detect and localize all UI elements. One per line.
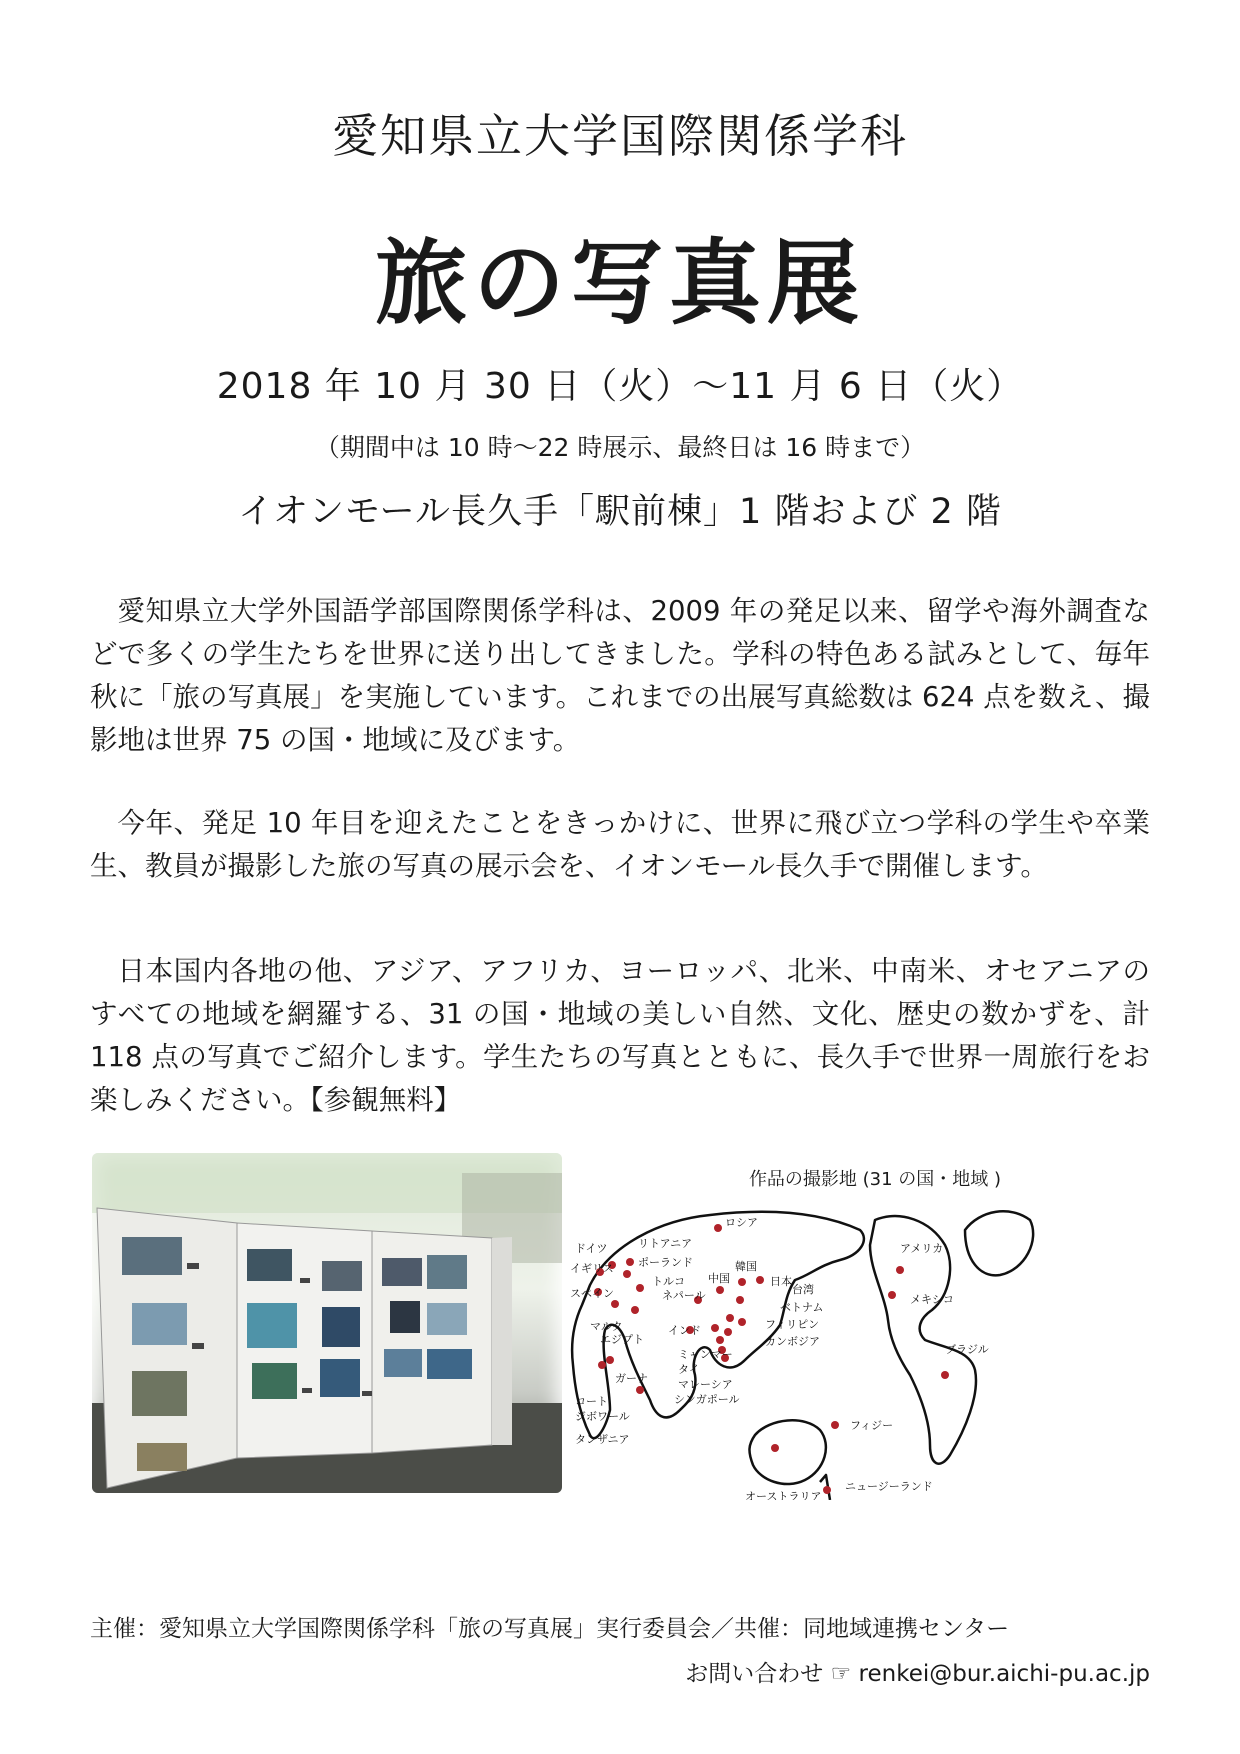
label-uk: イギリス <box>570 1262 614 1275</box>
dot-myanmar <box>711 1324 719 1332</box>
label-myanmar: ミャンマー <box>678 1348 733 1361</box>
label-india: インド <box>668 1324 701 1337</box>
label-spain: スペイン <box>570 1287 614 1300</box>
label-malta: マルタ <box>590 1320 623 1333</box>
exhibition-dates: 2018 年 10 月 30 日（火）～11 月 6 日（火） <box>216 366 1024 407</box>
map-labels <box>570 1216 989 1500</box>
dot-newzealand <box>823 1486 831 1494</box>
label-ghana: ガーナ <box>615 1372 648 1385</box>
dot-philippines <box>738 1318 746 1326</box>
label-australia: オーストラリア <box>745 1490 822 1500</box>
label-cote1: コート <box>575 1395 608 1408</box>
dot-korea <box>738 1278 746 1286</box>
label-newzealand: ニュージーランド <box>845 1480 933 1493</box>
dot-australia <box>771 1444 779 1452</box>
label-cambodia: カンボジア <box>765 1335 820 1348</box>
dot-mexico <box>888 1291 896 1299</box>
label-turkey: トルコ <box>652 1275 685 1288</box>
dot-brazil <box>941 1371 949 1379</box>
department-heading: 愛知県立大学国際関係学科 <box>332 109 908 163</box>
label-lithuania: リトアニア <box>638 1237 693 1250</box>
label-philippines: フィリピン <box>765 1318 820 1331</box>
dot-malta <box>611 1300 619 1308</box>
world-map <box>570 1200 1130 1500</box>
exhibition-venue: イオンモール長久手「駅前棟」1 階および 2 階 <box>238 492 1002 532</box>
contact-line: お問い合わせ ☞ renkei@bur.aichi-pu.ac.jp <box>685 1661 1150 1687</box>
exhibition-title: 旅の写真展 <box>374 230 865 337</box>
label-korea: 韓国 <box>735 1260 757 1273</box>
dot-lithuania <box>626 1258 634 1266</box>
label-cote2: ジボワール <box>575 1410 630 1423</box>
dot-fiji <box>831 1421 839 1429</box>
label-poland: ポーランド <box>638 1256 693 1269</box>
dot-cambodia <box>724 1328 732 1336</box>
australia-outline <box>749 1420 825 1484</box>
dot-japan <box>756 1276 764 1284</box>
label-brazil: ブラジル <box>945 1343 989 1356</box>
anniversary-paragraph: 今年、発足 10 年目を迎えたことをきっかけに、世界に飛び立つ学科の学生や卒業生、教員が撮影した旅の写真の展示会を、イオンモール長久手で開催します。 <box>90 807 1150 882</box>
greenland-outline <box>965 1211 1033 1275</box>
label-egypt: エジプト <box>600 1333 644 1346</box>
label-tanzania: タンザニア <box>575 1433 630 1446</box>
label-germany: ドイツ <box>575 1242 608 1255</box>
dot-cote <box>598 1361 606 1369</box>
label-thailand: タイ <box>678 1363 700 1376</box>
dot-poland <box>623 1270 631 1278</box>
label-russia: ロシア <box>725 1216 758 1229</box>
dot-tanzania <box>636 1386 644 1394</box>
dot-turkey <box>636 1284 644 1292</box>
label-mexico: メキシコ <box>910 1293 954 1306</box>
dot-ghana <box>606 1356 614 1364</box>
dot-vietnam <box>726 1314 734 1322</box>
dot-taiwan <box>736 1296 744 1304</box>
content-paragraph: 日本国内各地の他、アジア、アフリカ、ヨーロッパ、北米、中南米、オセアニアのすべての地域を網羅する、31 の国・地域の美しい自然、文化、歴史の数かずを、計 118 点の写真でご紹介します。学生たちの写真とともに、長久手で世界一周旅行をお楽しみください。【参観無料】 <box>90 955 1150 1116</box>
dot-america <box>896 1266 904 1274</box>
label-japan: 日本 <box>770 1275 792 1288</box>
dot-thailand <box>716 1336 724 1344</box>
dot-china <box>716 1286 724 1294</box>
dot-egypt <box>631 1306 639 1314</box>
exhibition-photo <box>92 1153 562 1493</box>
dot-russia <box>714 1224 722 1232</box>
label-america: アメリカ <box>900 1242 944 1255</box>
label-taiwan: 台湾 <box>792 1283 814 1296</box>
label-nepal: ネパール <box>662 1289 706 1302</box>
exhibition-hours: （期間中は 10 時～22 時展示、最終日は 16 時まで） <box>314 433 926 462</box>
map-caption: 作品の撮影地 (31 の国・地域 ) <box>748 1169 1002 1190</box>
organizer-line: 主催：愛知県立大学国際関係学科「旅の写真展」実行委員会／共催：同地域連携センター <box>90 1616 1010 1642</box>
label-vietnam: ベトナム <box>780 1301 824 1314</box>
label-fiji: フィジー <box>850 1419 894 1432</box>
label-singapore: シンガポール <box>674 1393 740 1406</box>
intro-paragraph: 愛知県立大学外国語学部国際関係学科は、2009 年の発足以来、留学や海外調査などで多くの学生たちを世界に送り出してきました。学科の特色ある試みとして、毎年秋に「旅の写真展」を実施しています。これまでの出展写真総数は 624 点を数え、撮影地は世界 75 の国・地域に及びます。 <box>90 595 1150 756</box>
label-china: 中国 <box>708 1272 730 1285</box>
label-malaysia: マレーシア <box>678 1378 733 1391</box>
